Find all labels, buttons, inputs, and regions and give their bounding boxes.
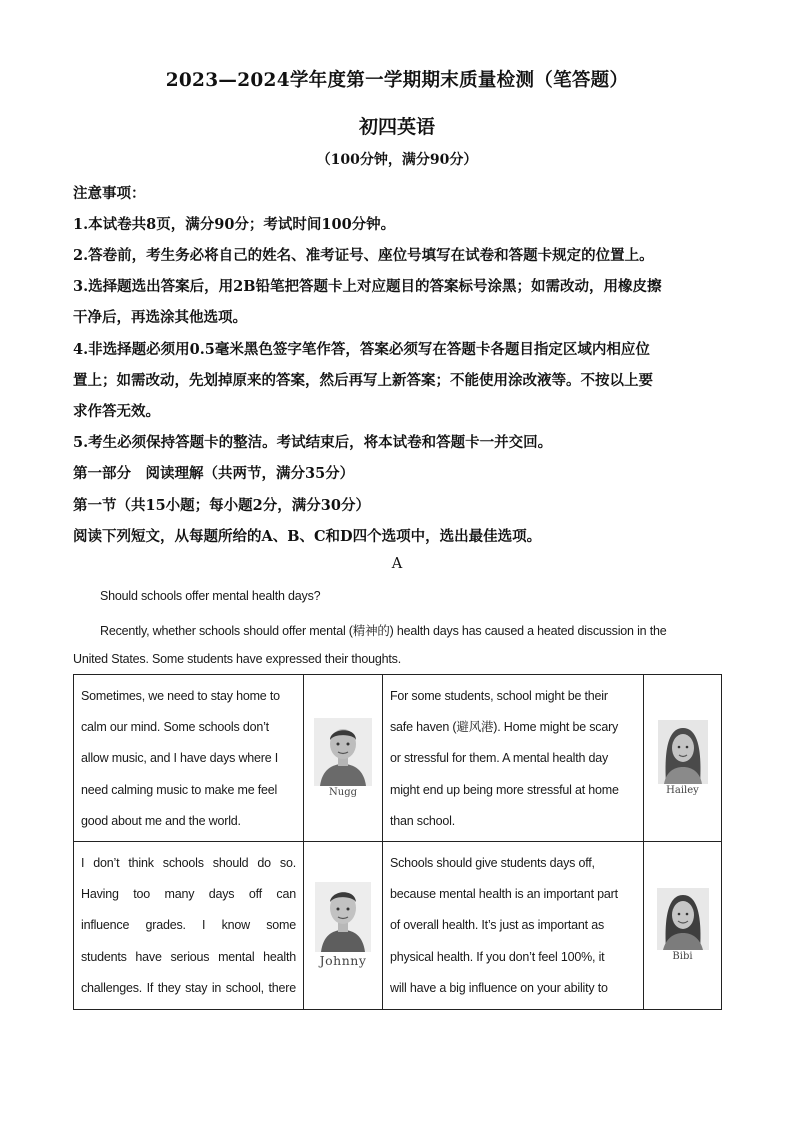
opinions-table — [73, 674, 722, 1010]
exam-title: 2023—2024学年度第一学期期末质量检测（笔答题） — [165, 70, 629, 91]
portrait-cell — [304, 675, 383, 842]
portrait-caption: Johnny — [319, 953, 367, 968]
opinion-text: Schools should give students days off, because mental health is an important part of overall health. It’s just as important as physical health. If you don’t feel 100%, it will have a big influence on your ability to — [390, 856, 618, 995]
opinion-text: Sometimes, we need to stay home to calm our mind. Some schools don’t allow music, and I have days where I need calming music to make me feel good about me and the world. — [81, 689, 280, 828]
portrait-caption: Bibi — [672, 951, 693, 962]
passage-title: Should schools offer mental health days? — [100, 589, 321, 603]
opinion-text-cell — [383, 675, 644, 842]
part-heading: 第一部分 阅读理解（共两节，满分35分） — [73, 465, 355, 482]
portrait-cell — [644, 675, 722, 842]
note-line: 5.考生必须保持答题卡的整洁。考试结束后，将本试卷和答题卡一并交回。 — [73, 434, 553, 451]
note-line: 求作答无效。 — [73, 403, 160, 420]
exam-subject: 初四英语 — [358, 116, 435, 138]
note-line: 置上；如需改动，先划掉原来的答案，然后再写上新答案；不能使用涂改液等。不按以上要 — [73, 372, 653, 389]
opinion-text-cell — [74, 675, 304, 842]
table-row — [74, 675, 722, 842]
opinion-text-cell — [383, 842, 644, 1010]
note-line: 干净后，再选涂其他选项。 — [73, 309, 247, 326]
portrait-nugg — [314, 718, 372, 798]
passage-label: A — [391, 556, 403, 572]
table-row — [74, 842, 722, 1010]
portrait-bibi — [657, 888, 709, 962]
portrait-cell — [304, 842, 383, 1010]
passage-intro: Recently, whether schools should offer mental (精神的) health days has caused a heated discussion in the — [100, 624, 667, 638]
opinion-text: I don’t think schools should do so. Having too many days off can influence grades. I know some students have serious mental health challenges. If they stay in school, there — [81, 856, 296, 995]
note-line: 4.非选择题必须用0.5毫米黑色签字笔作答，答案必须写在答题卡各题目指定区域内相应位 — [73, 341, 650, 358]
notes-heading: 注意事项： — [73, 185, 146, 202]
portrait-cell — [644, 842, 722, 1010]
exam-duration: （100分钟，满分90分） — [316, 152, 478, 168]
portrait-hailey — [658, 720, 708, 796]
note-line: 1.本试卷共8页，满分90分；考试时间100分钟。 — [73, 216, 396, 233]
note-line: 2.答卷前，考生务必将自己的姓名、准考证号、座位号填写在试卷和答题卡规定的位置上。 — [73, 247, 654, 264]
portrait-johnny — [315, 882, 371, 968]
passage-intro: United States. Some students have expressed their thoughts. — [73, 652, 401, 666]
reading-instruction: 阅读下列短文，从每题所给的A、B、C和D四个选项中，选出最佳选项。 — [73, 528, 542, 545]
section-heading: 第一节（共15小题；每小题2分，满分30分） — [73, 497, 370, 514]
portrait-caption: Hailey — [666, 784, 699, 796]
note-line: 3.选择题选出答案后，用2B铅笔把答题卡上对应题目的答案标号涂黑；如需改动，用橡皮擦 — [73, 278, 662, 295]
portrait-caption: Nugg — [329, 786, 357, 798]
opinion-text: For some students, school might be their safe haven (避风港). Home might be scary or stressful for them. A mental health day might end up being more stressful at home than school. — [390, 689, 619, 828]
opinion-text-cell — [74, 842, 304, 1010]
